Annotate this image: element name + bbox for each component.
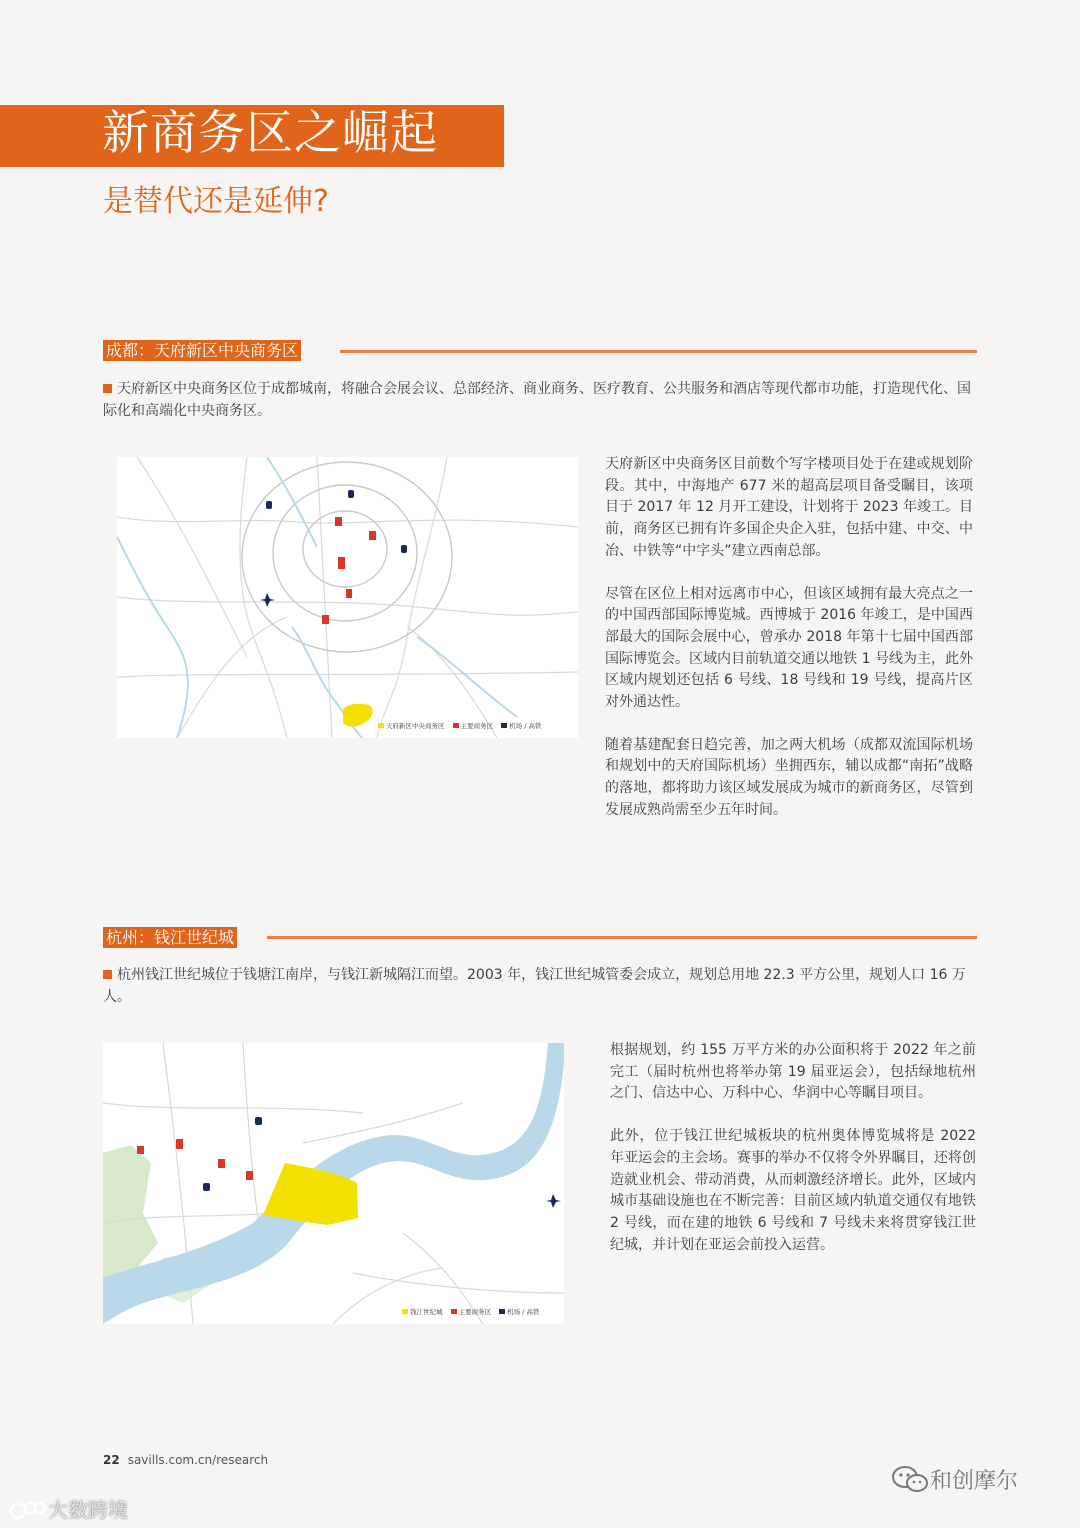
- legend-swatch-zone: [402, 1309, 408, 1314]
- legend-swatch-transport: [501, 723, 507, 728]
- bullet-icon: [103, 970, 112, 979]
- map-chengdu: [117, 457, 578, 738]
- intro-chengdu: [103, 378, 977, 422]
- body-text-chengdu: [605, 454, 973, 843]
- legend-swatch-business: [453, 723, 459, 728]
- watermark-bottom-left: [8, 1494, 128, 1523]
- legend-swatch-business: [451, 1309, 457, 1314]
- legend-item: 机场 / 高铁: [509, 722, 542, 730]
- body-text-hangzhou: [610, 1040, 976, 1277]
- section-rule: [340, 350, 977, 353]
- page-number: 22: [103, 1453, 120, 1467]
- bullet-icon: [103, 384, 112, 393]
- weibo-icon: [8, 1499, 48, 1521]
- paragraph: 根据规划，约 155 万平方米的办公面积将于 2022 年之前完工（届时杭州也将举办第 19 届亚运会），包括绿地杭州之门、信达中心、万科中心、华润中心等瞩目项目。: [610, 1042, 976, 1102]
- paragraph: 天府新区中央商务区目前数个写字楼项目处于在建或规划阶段。其中，中海地产 677 米的超高层项目备受瞩目，该项目于 2017 年 12 月开工建设，计划将于 2023 年竣工。目前，商务区已拥有许多国企央企入驻，包括中建、中交、中冶、中铁等“中字头”建立西南总部。: [605, 456, 973, 559]
- page-footer: [103, 1453, 268, 1467]
- paragraph: 尽管在区位上相对远离市中心，但该区域拥有最大亮点之一的中国西部国际博览城。西博城于 2016 年竣工，是中国西部最大的国际会展中心，曾承办 2018 年第十七届中国西部国际博览会。区域内目前轨道交通以地铁 1 号线为主，此外区域内规划还包括 6 号线、18 号线和 19 号线，提高片区对外通达性。: [605, 585, 973, 711]
- map-legend-chengdu: [372, 721, 541, 730]
- watermark-bottom-right: [890, 1464, 1018, 1495]
- section-label-hangzhou: 杭州：钱江世纪城: [103, 927, 237, 948]
- legend-item: 主要商务区: [458, 1308, 492, 1316]
- legend-item: 主要商务区: [460, 722, 494, 730]
- legend-item: 钱江世纪城: [410, 1308, 443, 1316]
- legend-item: 天府新区中央商务区: [386, 722, 445, 730]
- legend-swatch-transport: [499, 1309, 505, 1314]
- map-legend-hangzhou: [396, 1307, 539, 1316]
- legend-swatch-zone: [378, 723, 384, 728]
- intro-hangzhou: [103, 964, 977, 1008]
- legend-item: 机场 / 高铁: [507, 1308, 540, 1316]
- paragraph: 随着基建配套日趋完善，加之两大机场（成都双流国际机场和规划中的天府国际机场）坐拥西东，辅以成都“南拓”战略的落地，都将助力该区域发展成为城市的新商务区，尽管到发展成熟尚需至少五年时间。: [605, 736, 973, 818]
- wechat-icon: [890, 1465, 930, 1493]
- intro-text: 杭州钱江世纪城位于钱塘江南岸，与钱江新城隔江而望。2003 年，钱江世纪城管委会成立，规划总用地 22.3 平方公里，规划人口 16 万人。: [103, 967, 966, 1005]
- watermark-text: 和创摩尔: [930, 1469, 1019, 1494]
- section-rule: [267, 936, 977, 939]
- page-title: 新商务区之崛起: [102, 106, 438, 161]
- paragraph: 此外，位于钱江世纪城板块的杭州奥体博览城将是 2022 年亚运会的主会场。赛事的举办不仅将令外界瞩目，还将创造就业机会、带动消费，从而刺激经济增长。此外，区域内城市基础设施也在不断完善：目前区域内轨道交通仅有地铁 2 号线，而在建的地铁 6 号线和 7 号线未来将贯穿钱江世纪城，并计划在亚运会前投入运营。: [610, 1128, 976, 1253]
- footer-link[interactable]: savills.com.cn/research: [127, 1453, 269, 1467]
- intro-text: 天府新区中央商务区位于成都城南，将融合会展会议、总部经济、商业商务、医疗教育、公共服务和酒店等现代都市功能，打造现代化、国际化和高端化中央商务区。: [103, 381, 971, 419]
- section-label-chengdu: 成都：天府新区中央商务区: [103, 340, 301, 361]
- page-subtitle: 是替代还是延伸?: [103, 184, 329, 219]
- watermark-text: 大数跨境: [48, 1498, 128, 1522]
- map-hangzhou: [103, 1043, 564, 1324]
